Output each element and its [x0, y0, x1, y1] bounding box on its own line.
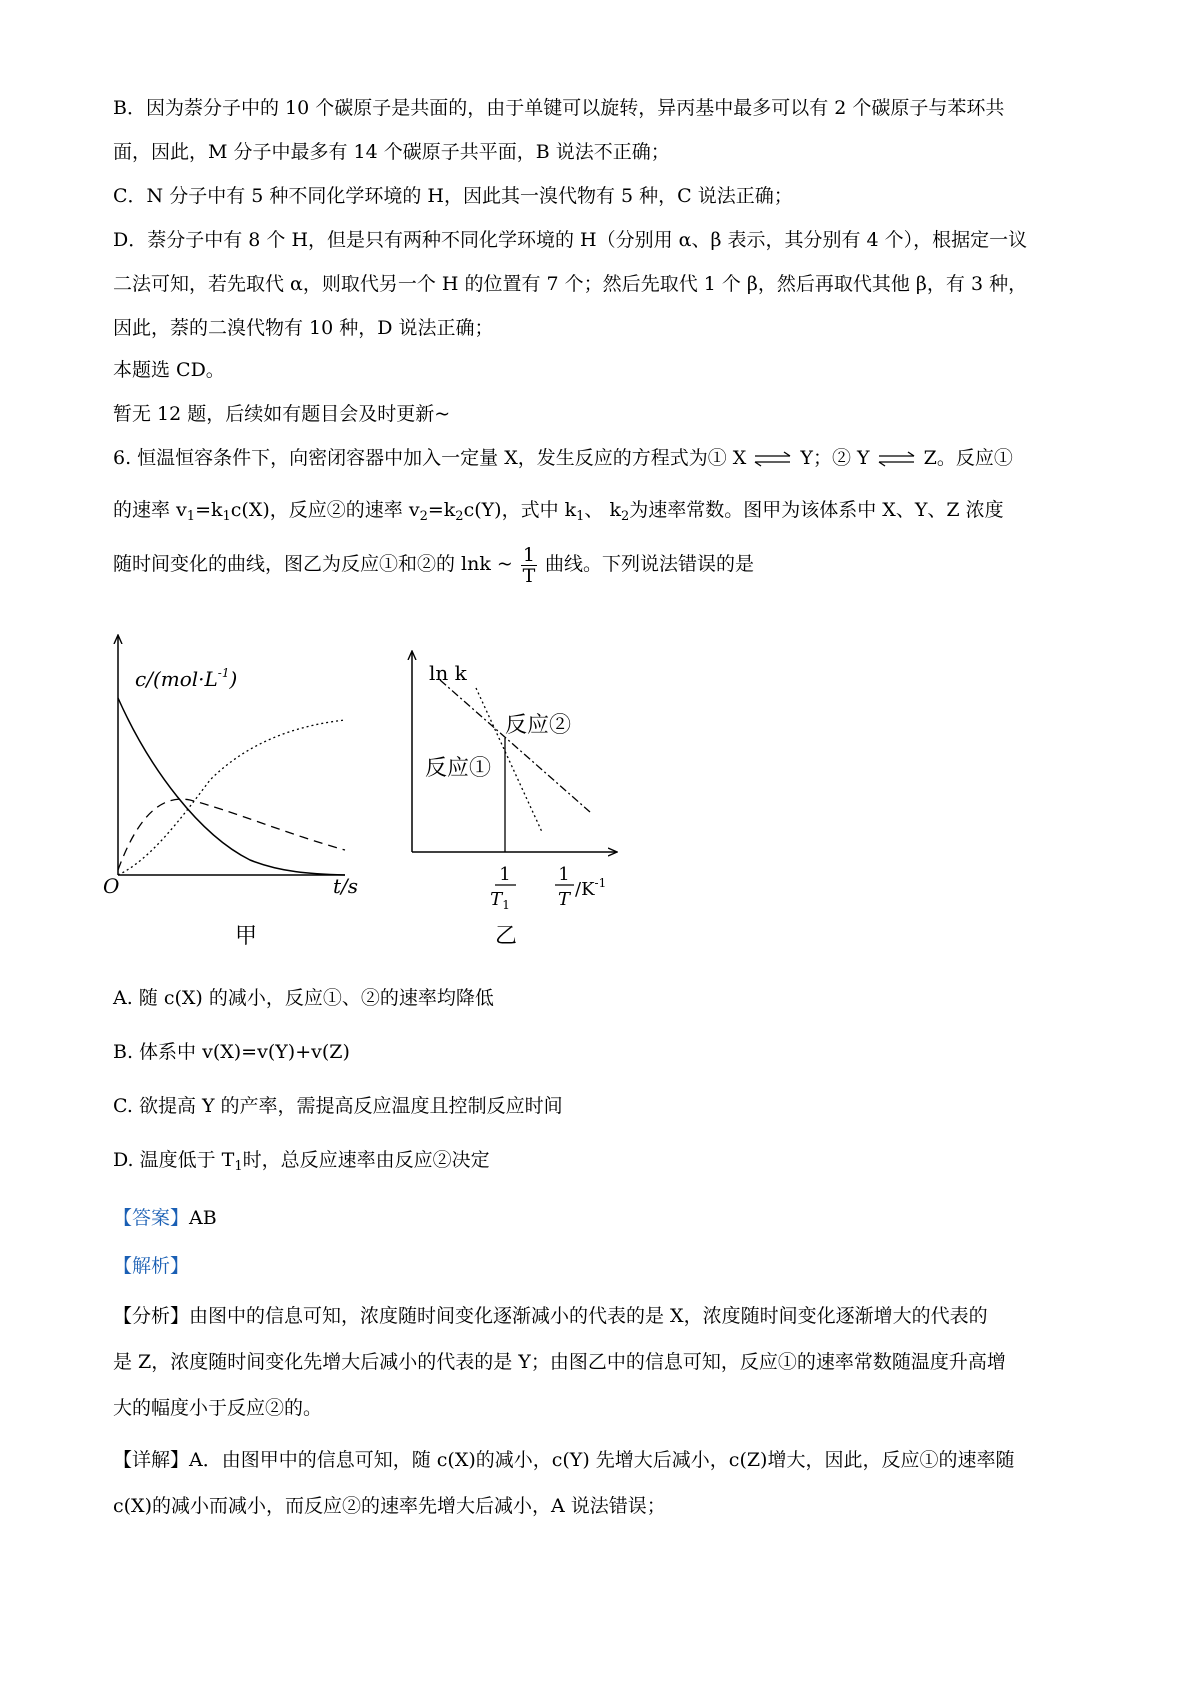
- t1-tick-numerator: 1: [499, 864, 511, 885]
- y-axis-label: $c/(mol\cdot L^{-1})$: [135, 666, 238, 691]
- subscript: 1: [576, 509, 585, 524]
- reversible-arrow-icon: [876, 451, 918, 467]
- answer-line: [113, 1206, 1103, 1230]
- q6-text: 为速率常数。图甲为该体系中 X、Y、Z 浓度: [629, 499, 1004, 521]
- fraction: [521, 545, 537, 586]
- q6-text: 6. 恒温恒容条件下，向密闭容器中加入一定量 X，发生反应的方程式为① X: [113, 447, 747, 469]
- option-b: B. 体系中 v(X)=v(Y)+v(Z): [113, 1041, 350, 1063]
- option-d-text: 时，总反应速率由反应②决定: [242, 1149, 490, 1171]
- q6-text: Y；② Y: [800, 447, 870, 469]
- reversible-arrow-icon: [752, 451, 794, 467]
- analysis-label: 【解析】: [113, 1255, 190, 1277]
- q6-text: c(Y)，式中 k: [463, 499, 577, 521]
- label-reaction-1: 反应①: [425, 756, 492, 781]
- text-line: 暂无 12 题，后续如有题目会及时更新~: [113, 403, 451, 425]
- answer-label: 【答案】: [113, 1207, 190, 1229]
- text-line: 因此，萘的二溴代物有 10 种，D 说法正确；: [113, 317, 494, 339]
- figure-caption-yi: 乙: [495, 924, 518, 949]
- curve-z-dotted: [118, 720, 345, 875]
- text-line: 【详解】A．由图甲中的信息可知，随 c(X)的减小，c(Y) 先增大后减小，c(Z)增大，因此，反应①的速率随: [113, 1449, 1015, 1471]
- subscript: 2: [455, 509, 464, 524]
- fraction-denominator: T: [522, 564, 536, 587]
- q6-text: =k: [427, 499, 456, 521]
- origin-label: O: [103, 874, 120, 898]
- option-a: A. 随 c(X) 的减小，反应①、②的速率均降低: [113, 987, 494, 1009]
- question-6-line-3: [113, 544, 1103, 586]
- q6-text: 的速率 v: [113, 499, 187, 521]
- option-c: C. 欲提高 Y 的产率，需提高反应温度且控制反应时间: [113, 1095, 563, 1117]
- q6-text: Z。反应①: [923, 447, 1013, 469]
- text-line: 【分析】由图中的信息可知，浓度随时间变化逐渐减小的代表的是 X，浓度随时间变化逐渐增大的代表的: [113, 1305, 988, 1327]
- subscript: 1: [186, 509, 196, 524]
- text-line: B．因为萘分子中的 10 个碳原子是共面的，由于单键可以旋转，异丙基中最多可以有 2 个碳原子与苯环共: [113, 97, 1005, 119]
- line-reaction-1: [440, 680, 590, 812]
- y-axis-label: ln k: [429, 661, 467, 685]
- option-d-text: D. 温度低于 T: [113, 1149, 235, 1171]
- q6-text: 随时间变化的曲线，图乙为反应①和②的 lnk ~: [113, 553, 513, 575]
- curve-x-solid: [118, 698, 345, 875]
- label-reaction-2: 反应②: [505, 713, 572, 738]
- chart-jia: [103, 636, 358, 949]
- x-axis-numerator: 1: [558, 864, 570, 885]
- subscript: 2: [419, 509, 428, 524]
- curve-y-dashed: [118, 799, 345, 870]
- x-axis-label: t/s: [333, 874, 359, 898]
- q6-text: 、 k: [584, 499, 621, 521]
- x-axis-denominator: T: [557, 889, 571, 910]
- text-line: 二法可知，若先取代 α，则取代另一个 H 的位置有 7 个；然后先取代 1 个 β，然后再取代其他 β，有 3 种，: [113, 273, 1028, 295]
- figure-caption-jia: 甲: [235, 924, 258, 949]
- text-line: 本题选 CD。: [113, 359, 225, 381]
- q6-text: c(X)，反应②的速率 v: [230, 499, 420, 521]
- text-line: 大的幅度小于反应②的。: [113, 1397, 323, 1419]
- text-line: D．萘分子中有 8 个 H，但是只有两种不同化学环境的 H（分别用 α、β 表示，其分别有 4 个），根据定一议: [113, 229, 1028, 251]
- q6-text: =k: [195, 499, 223, 521]
- subscript: 1: [234, 1159, 243, 1174]
- text-line: 面，因此，M 分子中最多有 14 个碳原子共平面，B 说法不正确；: [113, 141, 670, 163]
- text-line: 是 Z，浓度随时间变化先增大后减小的代表的是 Y；由图乙中的信息可知，反应①的速率常数随温度升高增: [113, 1351, 1006, 1373]
- text-line: C．N 分子中有 5 种不同化学环境的 H，因此其一溴代物有 5 种，C 说法正确；: [113, 185, 793, 207]
- answer-value: AB: [189, 1207, 217, 1229]
- question-6-line-2: [113, 498, 1103, 529]
- x-axis-unit: $/K^{-1}$: [575, 876, 607, 900]
- chart-yi: [412, 652, 616, 949]
- fraction-numerator: 1: [522, 543, 535, 566]
- option-d: [113, 1148, 1103, 1179]
- question-6-line-1: [113, 446, 1103, 470]
- text-line: c(X)的减小而减小，而反应②的速率先增大后减小，A 说法错误；: [113, 1495, 666, 1517]
- subscript: 2: [620, 509, 630, 524]
- figure-jia-yi: [0, 600, 1200, 960]
- q6-text: 曲线。下列说法错误的是: [545, 553, 755, 575]
- subscript: 1: [222, 509, 231, 524]
- t1-tick-denominator: $T_1$: [490, 889, 510, 912]
